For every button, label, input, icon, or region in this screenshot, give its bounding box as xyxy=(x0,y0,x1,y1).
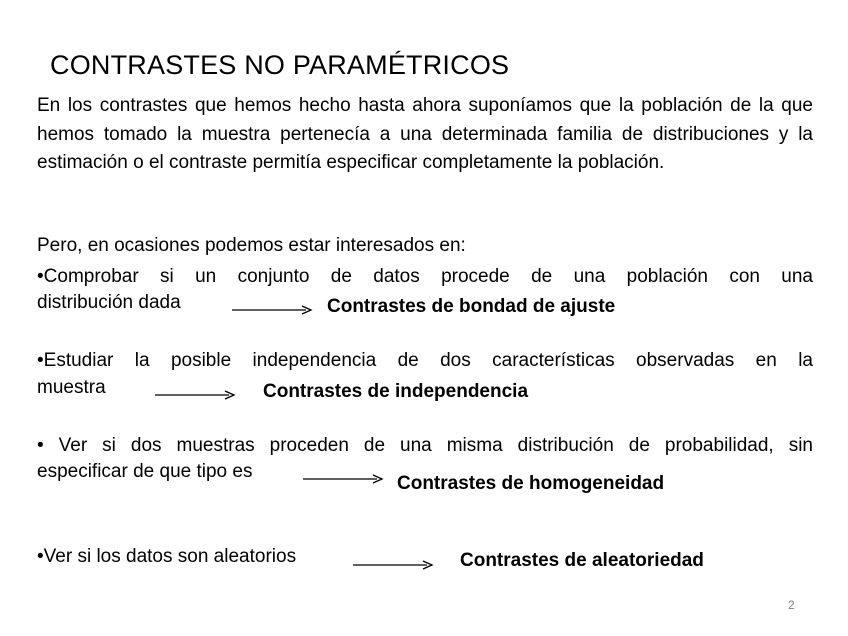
result-randomness: Contrastes de aleatoriedad xyxy=(460,550,704,571)
result-goodness-of-fit: Contrastes de bondad de ajuste xyxy=(327,296,616,317)
item-1-line-1: •Comprobar si un conjunto de datos procede de una población con una xyxy=(37,266,813,287)
page-number: 2 xyxy=(788,598,795,612)
lead-text: Pero, en ocasiones podemos estar interesados en: xyxy=(37,235,466,256)
arrow-right-icon xyxy=(155,389,237,401)
result-independence: Contrastes de independencia xyxy=(263,381,529,402)
slide-title: CONTRASTES NO PARAMÉTRICOS xyxy=(50,50,510,80)
item-2-line-2: muestra xyxy=(37,377,106,398)
result-homogeneity: Contrastes de homogeneidad xyxy=(397,473,665,494)
arrow-right-icon xyxy=(232,304,314,316)
arrow-right-icon xyxy=(303,473,385,485)
item-1-line-2: distribución dada xyxy=(37,292,181,313)
item-3-line-2: especificar de que tipo es xyxy=(37,461,253,482)
item-2-line-1: •Estudiar la posible independencia de dos características observadas en la xyxy=(37,350,813,371)
item-4-line: •Ver si los datos son aleatorios xyxy=(37,546,297,567)
intro-paragraph: En los contrastes que hemos hecho hasta ahora suponíamos que la población de la que hemos tomado la muestra pertenecía a una determinada familia de distribuciones y la estimación o el contraste permitía especificar completamente la población. xyxy=(37,95,813,173)
arrow-right-icon xyxy=(353,559,435,571)
item-3-line-1: • Ver si dos muestras proceden de una misma distribución de probabilidad, sin xyxy=(37,435,813,456)
